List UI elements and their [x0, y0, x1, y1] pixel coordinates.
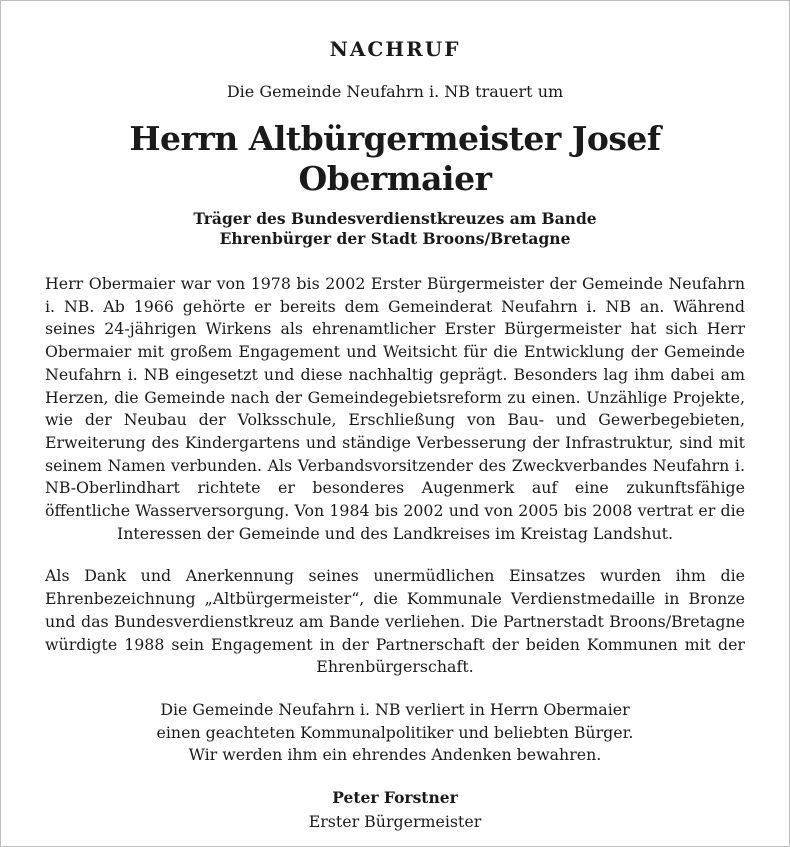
signer-title: Erster Bürgermeister	[308, 812, 482, 832]
deceased-name: Herrn Altbürgermeister Josef Obermaier	[129, 119, 661, 198]
body-paragraph: Herr Obermaier war von 1978 bis 2002 Erster Bürgermeister der Gemeinde Neufahrn i. NB. Ab 1966 gehörte er bereits dem Gemeinderat Neufahrn i. NB an. Während seines 24-jährigen Wirkens als ehrenamtlicher Erster Bürgermeister hat sich Herr Obermaier mit großem Engagement und Weitsicht für die Entwicklung der Gemeinde Neufahrn i. NB eingesetzt und diese nachhaltig geprägt. Besonders lag ihm dabei am Herzen, die Gemeinde nach der Gemeindegebietsreform zu einen. Unzählige Projekte, wie der Neubau der Volksschule, Erschließung von Bau- und Gewerbegebieten, Erweiterung des Kindergartens und ständige Verbesserung der Infrastruktur, sind mit seinem Namen verbunden. Als Verbandsvorsitzender des Zweckverbandes Neufahrn i. NB-Oberlindhart richtete er besonderes Augenmerk auf eine zukunftsfähige öffentliche Wasserversorgung. Von 1984 bis 2002 und von 2005 bis 2008 vertrat er die Interessen der Gemeinde und des Landkreises im Kreistag Landshut.	[45, 274, 745, 543]
signature-block	[45, 787, 745, 833]
closing-line: einen geachteten Kommunalpolitiker und beliebten Bürger.	[156, 722, 634, 742]
closing-line: Wir werden ihm ein ehrendes Andenken bewahren.	[188, 745, 602, 765]
signer-name: Peter Forstner	[332, 788, 458, 808]
intro-line: Die Gemeinde Neufahrn i. NB trauert um	[226, 82, 564, 101]
honor-line: Träger des Bundesverdienstkreuzes am Bande	[193, 209, 597, 228]
body-paragraph: Als Dank und Anerkennung seines unermüdlichen Einsatzes wurden ihm die Ehrenbezeichnung „Altbürgermeister“, die Kommunale Verdienstmedaille in Bronze und das Bundesverdienstkreuz am Bande verliehen. Die Partnerstadt Broons/Bretagne würdigte 1988 sein Engagement in der Partnerschaft der beiden Kommunen mit der Ehrenbürgerschaft.	[45, 566, 745, 677]
closing-line: Die Gemeinde Neufahrn i. NB verliert in Herrn Obermaier	[160, 699, 630, 719]
closing-statement	[45, 699, 745, 767]
notice-body	[45, 273, 745, 679]
honor-line: Ehrenbürger der Stadt Broons/Bretagne	[219, 229, 571, 248]
notice-heading: NACHRUF	[329, 37, 461, 61]
